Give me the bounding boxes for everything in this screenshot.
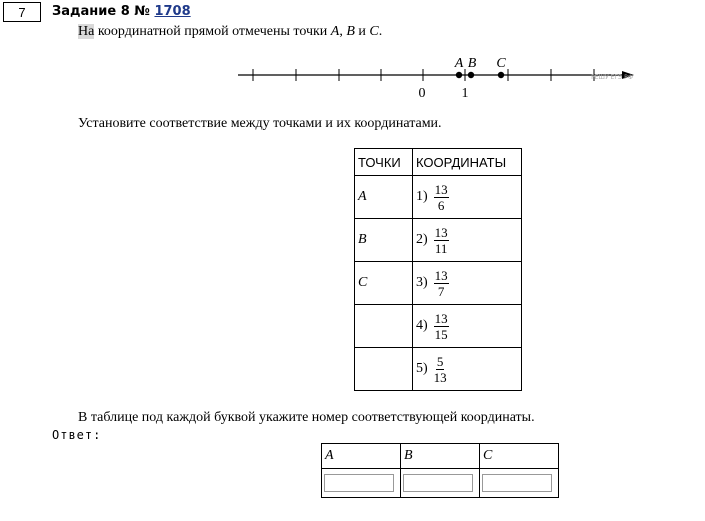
point-b-dot — [468, 72, 474, 78]
fraction — [434, 225, 449, 256]
table-row — [355, 176, 522, 219]
number-line — [0, 45, 705, 105]
matching-table — [354, 148, 522, 391]
answer-table — [321, 443, 559, 498]
instruction-text: Установите соответствие между точками и их координатами. — [78, 116, 442, 131]
task-title: Задание 8 № — [52, 4, 150, 19]
answer-header-c: C — [480, 444, 559, 469]
fraction — [434, 354, 447, 385]
coordinate-cell — [413, 262, 522, 305]
fraction-denominator: 13 — [433, 369, 447, 385]
table-row — [355, 219, 522, 262]
point-b-label: B — [467, 56, 477, 71]
label-zero: 0 — [418, 86, 426, 101]
task-id-link[interactable]: 1708 — [154, 4, 191, 19]
intro-and: и — [354, 24, 370, 39]
point-cell: A — [355, 176, 413, 219]
option-index: 2) — [416, 232, 428, 247]
task-number-box — [3, 2, 41, 22]
fraction-numerator: 13 — [434, 310, 448, 326]
watermark: РЕШУ ЕГЭ.РФ — [591, 74, 633, 81]
intro-text: координатной прямой отмечены точки — [94, 24, 331, 39]
point-cell: C — [355, 262, 413, 305]
fraction-numerator: 13 — [434, 267, 448, 283]
intro-comma: , — [339, 24, 347, 39]
answer-cell-c — [480, 469, 559, 498]
fraction-numerator: 13 — [434, 224, 448, 240]
fraction-numerator: 5 — [436, 353, 444, 369]
point-cell — [355, 348, 413, 391]
point-cell: B — [355, 219, 413, 262]
task-number: 7 — [18, 4, 26, 20]
header-coordinates: КООРДИНАТЫ — [413, 149, 522, 176]
point-a-label: A — [454, 56, 464, 71]
table-row — [355, 262, 522, 305]
fraction-denominator: 6 — [437, 197, 445, 213]
point-cell — [355, 305, 413, 348]
answer-cell-b — [401, 469, 480, 498]
header-points: ТОЧКИ — [355, 149, 413, 176]
answer-input-c[interactable] — [482, 474, 552, 492]
coordinate-cell — [413, 176, 522, 219]
coordinate-cell — [413, 305, 522, 348]
answer-header-a: A — [322, 444, 401, 469]
answer-input-a[interactable] — [324, 474, 394, 492]
answer-header-b: B — [401, 444, 480, 469]
point-c-label: C — [496, 56, 506, 71]
fraction — [434, 311, 449, 342]
option-index: 1) — [416, 189, 428, 204]
fraction-numerator: 13 — [434, 181, 448, 197]
fraction-denominator: 15 — [434, 326, 448, 342]
answer-input-row — [322, 469, 559, 498]
fraction-denominator: 11 — [434, 240, 448, 256]
task-intro — [78, 24, 382, 40]
answer-input-b[interactable] — [403, 474, 473, 492]
option-index: 5) — [416, 361, 428, 376]
coordinate-cell — [413, 219, 522, 262]
option-index: 3) — [416, 275, 428, 290]
intro-point-a: A — [330, 24, 340, 39]
table-row — [355, 305, 522, 348]
answer-instruction: В таблице под каждой буквой укажите номер соответствующей координаты. — [78, 410, 535, 425]
point-c-dot — [498, 72, 504, 78]
table-row — [355, 348, 522, 391]
fraction — [434, 182, 449, 213]
task-header — [52, 4, 191, 19]
label-one: 1 — [461, 86, 469, 101]
intro-point-b: B — [346, 24, 355, 39]
intro-end: . — [378, 24, 383, 39]
option-index: 4) — [416, 318, 428, 333]
answer-label: Ответ: — [52, 428, 102, 442]
intro-highlight: На — [78, 24, 95, 39]
fraction-denominator: 7 — [437, 283, 445, 299]
intro-point-c: C — [369, 24, 379, 39]
coordinate-cell — [413, 348, 522, 391]
matching-header-row — [355, 149, 522, 176]
answer-header-row — [322, 444, 559, 469]
answer-cell-a — [322, 469, 401, 498]
fraction — [434, 268, 449, 299]
point-a-dot — [456, 72, 462, 78]
